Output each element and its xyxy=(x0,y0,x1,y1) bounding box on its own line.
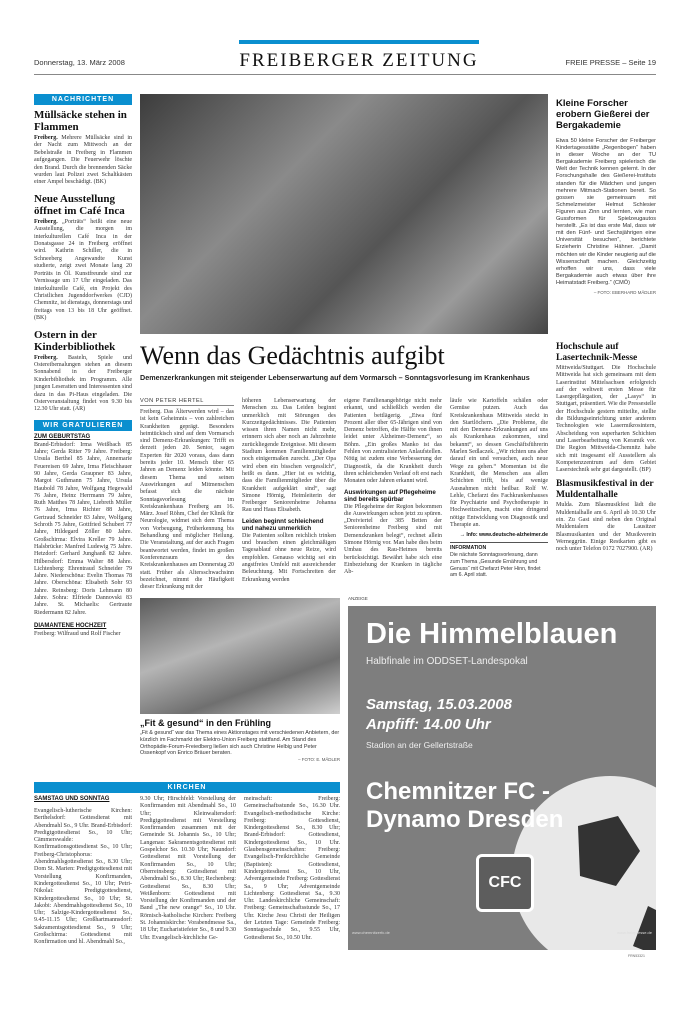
right-headline: Blasmusikfestival in der Muldentalhalle xyxy=(556,479,654,500)
news-text: Freiberg. Basteln, Spiele und Ostereibemalungen stehen an diesem Sonnabend in der Freiberger Kinderbibliothek im Programm. Alle jungen Leseratten und Interessenten sind dazu in das Pi-Haus eingeladen. Die Osterveranstaltung findet von 9.30 bis 12.30 Uhr statt. (AR) xyxy=(34,354,132,413)
fitgesund-text: „Fit & gesund“ war das Thema eines Aktionstages mit verschiedenen Anbietern, der kürzlich im Fachmarkt der Elektro-Union Freiberg stattfand. Am Stand des Orthopädie-Forum-Freiedberg ließen sich auch Christine Helbig und Peter Ossenkopf von Enrico Bräuer beraten. xyxy=(140,730,340,757)
top-story-text: Etwa 50 kleine Forscher der Freiberger Kindertagesstätte „Regenbogen“ haben in dieser Woche an der TU Bergakademie Freiberg spielerisch die Welt der Technik kennen gelernt. In der Forschungshalle des Gießerei-Instituts standen für die Mädchen und jungen mehrere Mitmach-Stationen bereit. So gossen sie gemeinsam mit Schmelzmeister Helmut Schlesier Figuren aus Zinn und lernten, wie man Gussformen für Spielzeugautos herstellt. „Es ist das erste Mal, dass wir mit den Fünf- und Sechsjährigen eine Universität besuchen“, berichtete Erzieherin Christine Hähner. „Damit möchten wir die Kinder neugierig auf die Wissenschaft machen. Gleichzeitig erhoffen wir uns, dass viele Bergakademie auch etwas über ihre Heimatstadt Freiberg.“ (CMÖ) xyxy=(556,138,656,286)
ad-footer-left[interactable]: www.chemnitzerfc.de xyxy=(352,930,390,935)
wedding-text: Freiberg: Wilfraud und Rolf Fischer xyxy=(34,630,121,637)
top-story xyxy=(556,98,656,295)
top-story-headline: Kleine Forscher erobern Gießerei der Bergakademie xyxy=(556,98,650,131)
main-article xyxy=(140,342,548,382)
main-headline: Wenn das Gedächtnis aufgibt xyxy=(140,341,445,370)
masthead xyxy=(34,40,656,80)
kirchen-col-1: Evangelisch-lutherische Kirchen: Berthelsdorf: Gottesdienst mit Abendmahl So., 9 Uhr. Brand-Erbisdorf: Predigtgottesdienst So., 10 Uhr; Cämmerswalde: Konfirmationsgottesdienst So., 10 Uhr; Freiberg-Christophorus: Abendmahlsgottesdienst So., 8.30 Uhr; Dom St. Marien: Predigtgottesdienst mit Vorstellung Konfirmanden, Kindergottesdienst So., 10 Uhr; Petri-Nikolai: Predigtgottesdienst, Kindergottesdienst So., 10 Uhr; St. Jakobi: Abendmahlsgottesdienst So., 10 Uhr; Salzige-Kindergottesdienst So., 9.45-11.15 Uhr; Großhartmannsdorf: Sakramentsgottesdienst So., 9 Uhr; Großschirma: Gottesdienst mit Konfirmation und hl. Abendmahl So., xyxy=(34,808,132,946)
issue-date: Donnerstag, 13. März 2008 xyxy=(34,58,125,67)
right-text: Mulda. Zum Blasmusikfest lädt die Muldentalhalle am 6. April ab 10.30 Uhr ein. Zu Gast sind neben den Original Muldentalern die Lausitzer Blasmusikanten und der Musikverein Werneggrün. Einige Restkarten gibt es noch unter Telefon 0172 7027900. (AR) xyxy=(556,502,656,553)
info-box-label: INFORMATION xyxy=(450,545,487,552)
right-text: Mittweida/Stuttgart. Die Hochschule Mittweida hat sich gemeinsam mit dem Laserinstitut Mittelsachsen erfolgreich auf der weltweit ersten Messe für Lasergepflärgation, der „Lasys“ in Stuttgart, präsentiert. Wie die Pressestelle der Hochschule gestern mitteilte, stellte die Bildungseinrichtung unter anderem Technologien wie Lasermikrosintern, Abscheidung von superharten Schichten und Laserbearbeitung von Keramik vor. Die Region Mittweida-Chemnitz habe sich mit insgesamt elf Ausstellern als Kompetenzzentrum auf dem Gebiet Laserstechnik sehr gut dargestellt. (BP) xyxy=(556,365,656,474)
main-subheadline: Demenzerkrankungen mit steigender Lebenserwartung auf dem Vormarsch – Sonntagsvorlesung im Krankenhaus xyxy=(140,373,530,382)
advertisement[interactable] xyxy=(348,606,656,950)
newspaper-title: FREIBERGER ZEITUNG xyxy=(239,50,479,71)
info-link[interactable]: → Info: www.deutsche-alzheimer.de xyxy=(459,532,548,539)
page-number: FREIE PRESSE – Seite 19 xyxy=(565,58,656,67)
wedding-subhead: DIAMANTENE HOCHZEIT xyxy=(34,622,107,629)
ad-title: Die Himmelblauen xyxy=(366,618,618,650)
kirchen-col-2: 9.30 Uhr; Hirschfeld: Vorstellung der Konfirmanden mit Abendmahl So., 10 Uhr; Kleinwaltersdorf: Predigtgottesdienst mit Vorstellung Konfirmanden zusammen mit der Gemeinde St. Johannis So., 10 Uhr; Langenau: Sakramentsgottesdienst mit Gospelchor So. 10.30 Uhr; Naundorf: Gottesdienst mit Vorstellung der Konfirmanden So., 10 Uhr; Oberreinsberg: Gottesdienst mit Abendmahl So., 8.30 Uhr; Rechenberg: Gottesdienst So., 8.30 Uhr; Weißenborn: Gottesdienst mit Vorstellung der Konfirmanden und der Band „The new orange“ So., 10 Uhr. Römisch-katholische Kirchen: Freiberg St. Johanniskirche: Vorabendmesse Sa., 18 Uhr; Eucharistiefeier So., 8 und 9.30 Uhr. Evangelisch-kirchliche Ge- xyxy=(140,796,236,941)
fitgesund-headline: „Fit & gesund“ in den Frühling xyxy=(140,718,271,728)
left-column xyxy=(34,94,132,638)
top-photo-kids-foundry xyxy=(140,94,548,334)
article-col-1 xyxy=(140,398,234,591)
masthead-accent-bar xyxy=(239,40,479,44)
article-col-2 xyxy=(242,398,336,584)
article-text: höheren Lebenserwartung der Menschen zu. Das Leiden beginnt unmerklich mit Störungen des Kurzzeitgedächtnisses. Die Patienten wissen ihren Namen nicht mehr, erinnern sich aber noch an Jahrzehnte zurückliegende Ereignisse. Mit diesem Stadium kommen Familienmitglieder noch einigermaßen zurecht. „Der Opa wird eben ein bisschen vergesslich“, heißt es dann. „Hier ist es wichtig, dass die Familienmitglieder über die Krankheit aufgeklärt sind“, sagt Simone Hörnig, Heimleiterin der Freiberger Seniorenheime Johanna Rau und Haus Elisabeth. xyxy=(242,398,336,514)
article-text: eigene Familienangehörige nicht mehr erkannt, und schließlich werden die Patienten bettlägerig. „Etwa fünf Prozent aller über 65-Jährigen sind von Demenz betroffen, die Hälfte von ihnen leidet unter Alzheimer-Demenz“, so Böhm. „Ein großes Manko ist das Fehlen von zentralisierten Anlaufstellen. Nötig ist zudem eine Verbesserung der Diagnostik, da die Krankheit durch ihren schleichenden Verlauf oft erst nach Monaten oder Jahren erkannt wird. xyxy=(344,398,443,485)
kirchen-label: KIRCHEN xyxy=(34,782,340,793)
kirchen-subhead: SAMSTAG UND SONNTAG xyxy=(34,796,110,802)
ad-match-team1: Chemnitzer FC - xyxy=(366,778,551,805)
photo-credit: – FOTO: E. MÄDLER xyxy=(298,757,340,763)
ad-subtitle: Halbfinale im ODDSET-Landespokal xyxy=(366,656,528,667)
article-text: läufe wie Kartoffeln schälen oder Gemüse putzen. Auch das Kreiskrankenhaus Mittweida steckt in den Startlöchern. „Die Probleme, die mit den Demenz-Erkrankungen auf uns als Krankenhaus zukommen, sind bekannt“, so dessen Geschäftsführerin Marlen Sedlaczek. „Wir richten uns aber darauf ein und versuchen, auch neue Wege zu gehen.“ Momentan ist die Krankheit, die Menschen aus allen Schichten trifft, bis auf wenige Ausnahmen nicht heilbar. Rolf W. Lehle, Chefarzt des Fachkrankenhauses für Psychiatrie und Psychotherapie in Hochweitzschen, macht eine dringend nötige Entwicklung von Diagnostik und Therapie an. xyxy=(450,398,548,529)
crosshead: Leiden beginnt schleichend und nahezu unmerklich xyxy=(242,517,324,533)
byline: VON PETER HERTEL xyxy=(140,398,234,406)
photo-credit: – FOTO: EBERHARD MÄDLER xyxy=(593,289,656,295)
news-text: Freiberg. „Porträts“ heißt eine neue Ausstellung, die morgen im interkulturellen Café Inca in der Donatsgasse 24 in Freiberg eröffnet wird. Kathrin Schiller, die in Schneeberg Angewandte Kunst studierte, zeigt zwei Monate lang 20 Porträts in Öl. Kunstfreunde sind zur Vernissage um 17 Uhr eingeladen. Das interkulturelle Café, ein Projekt des Christlichen Jugenddorfwerkes (CJD) Chemnitz, ist dienstags, donnerstags und freitags von 13 bis 18 Uhr geöffnet. (BK) xyxy=(34,218,133,322)
ad-kickoff: Anpfiff: 14.00 Uhr xyxy=(366,716,491,733)
right-headline: Hochschule auf Lasertechnik-Messe xyxy=(556,342,638,363)
crosshead: Auswirkungen auf Pflegeheime sind bereits spürbar xyxy=(344,488,436,504)
article-text: Die Patienten sollten reichlich trinken und brauchen einen gleichmäßigen Tagesablauf ohne neue Reize, wird empfohlen. Genauso wichtig sei ein angstfreies Umfeld mit ausreichender Beleuchtung. Mit Fortschreiten der Erkrankung werden xyxy=(242,532,336,583)
article-col-3 xyxy=(344,398,442,577)
ad-code: FRN53321 xyxy=(628,954,645,958)
masthead-rule xyxy=(34,74,656,75)
gratulieren-label: WIR GRATULIEREN xyxy=(34,420,132,431)
news-text: Freiberg. Mehrere Müllsäcke sind in der Nacht zum Mittwoch an der Bebelstraße in Freiberg in Flammen aufgegangen. Die Feuerwehr löschte den Brand. Durch die brennenden Säcke wurden laut Polizei zwei Schaltkästen einer Ampel beschädigt. (BK) xyxy=(34,135,133,186)
news-headline: Ostern in der Kinderbibliothek xyxy=(34,328,116,353)
kirchen-col-3: meinschaft: Freiberg: Gemeinschaftsstunde So., 16.30 Uhr. Evangelisch-methodistische Kirche: Freiberg: Gottesdienst, Kindergottesdienst So., 8.30 Uhr; Brand-Erbisdorf: Gottesdienst, Kindergottesdienst So., 10 Uhr. Glaubensgemeinschaften: Freiberg: Evangelisch-Freikirchliche Gemeinde (Baptisten): Gottesdienst, Kindergottesdienst So., 10 Uhr, Adventgemeinde Freiberg: Gottesdienst Sa., 9 Uhr; Adventgemeinde Lichtenberg: Gottesdienst Sa., 9.30 Uhr. Landeskirchliche Gemeinschaft: Freiberg: Gemeinschaftsstunde So., 17 Uhr. Kirche Jesu Christi der Heiligen der Letzten Tage: Gemeinde Freiberg: Sonntagsschule So., 9.55 Uhr, Gottesdienst So., 10.50 Uhr. xyxy=(244,796,340,941)
fitgesund-photo xyxy=(140,598,340,714)
ad-footer-right[interactable]: www.freiepresse.de xyxy=(617,930,652,935)
nachrichten-label: NACHRICHTEN xyxy=(34,94,132,105)
info-box-text: Die nächste Sonntagsvorlesung, dann zum Thema „Gesunde Ernährung und Genuss“ mit Chefarzt Peter Hinn, findet am 6. April statt. xyxy=(450,552,541,579)
article-text: Freiberg. Das Älterwerden wird – das ist kein Geheimnis – von zahlreichen Krankheiten geprägt. Besonders heimtückisch sind auf dem Vormarsch sind Demenz-Erkrankungen: Trifft es derzeit jeden 20. Senior, sagen Experten für 2020 voraus, dass dann bereits jeder 10. Mensch über 65 Jahren an Demenz leiden könnte. Mit diesem Thema und seinen Auswirkungen auf Mitmenschen befasst sich die nächste Sonntagsvorlesung im Kreiskrankenhaus Freiberg am 16. März. Josef Röhm, Chef der Klinik für Neurologie, widmet sich dem Thema von Vorbeugung, Früherkennung bis Behandlung und möglicher Heilung. Die Veranstaltung, auf der auch Fragen beantwortet werden, findet im großen Konferenzraum des Kreiskrankenhauses am Donnerstag 20 statt. Früher als Altersschwachsinn bezeichnet, nimmt die Häufigkeit dieser Erkrankung mit der xyxy=(140,409,234,591)
cfc-crest-icon: CFC xyxy=(476,854,534,912)
birthday-list: Brand-Erbisdorf: Irma Weißbach 85 Jahre; Gerda Ritter 79 Jahre. Freiberg: Ursula Berthel 85 Jahre, Annemarie Feuereisen 69 Jahre, Irma Fleischhauer 90 Jahre, Gerda Graupner 83 Jahre, Margot Guthmann 75 Jahre, Ursula Haubold 78 Jahre, Wolfgang Hegewald 76 Jahre, Heinz Herrmann 79 Jahre, Ruth Matthes 78 Jahre, Liebreth Müller 76 Jahre, Irma Richter 88 Jahre, Gertraud Schneider 83 Jahre, Wolfgang Schroth 75 Jahre, Gottfried Schubert 77 Jahre, Hildegard Zöller 80 Jahre. Großschirma: Elvira Kreller 79 Jahre. Halsbrücke: Manfred Ludewig 75 Jahre. Hetzdorf: Gerhard Junghanß 82 Jahre. Hilbersdorf: Emma Walter 88 Jahre. Lichtenberg: Ehrentraud Schneider 79 Jahre. Niederschöna: Evelin Thomas 78 Jahre. Oberschöna: Elisabeth Sohr 93 Jahre. Reinsberg: Doris Lehmann 80 Jahre. Sohra: Elfriede Dannovski 83 Jahre. St. Michaelis: Gertraute Riedermann 82 Jahre. xyxy=(34,441,132,616)
news-headline: Neue Ausstellung öffnet im Café Inca xyxy=(34,192,125,217)
ad-match-team2: Dynamo Dresden xyxy=(366,806,564,833)
birthday-subhead: ZUM GEBURTSTAG xyxy=(34,433,91,440)
news-headline: Müllsäcke stehen in Flammen xyxy=(34,109,127,133)
article-text: Die Pflegeheime der Region bekommen die Auswirkungen schon jetzt zu spüren. „Dreiviertel der 385 Betten der Seniorenheime Freiberg sind mit Demenzkranken belegt“, rechnet allein Simone Hörnig vor. Man habe dies beim Umbau des Rau-Heimes bereits berücksichtigt. Bewährt habe sich eine Einbeziehung der Kranken in tägliche Ab- xyxy=(344,503,442,576)
article-col-4 xyxy=(450,398,548,579)
ad-label: ANZEIGE xyxy=(348,596,368,601)
ad-venue: Stadion an der Gellertstraße xyxy=(366,740,473,750)
right-column xyxy=(556,342,656,554)
ad-date: Samstag, 15.03.2008 xyxy=(366,696,512,713)
fitgesund-caption xyxy=(140,718,340,762)
